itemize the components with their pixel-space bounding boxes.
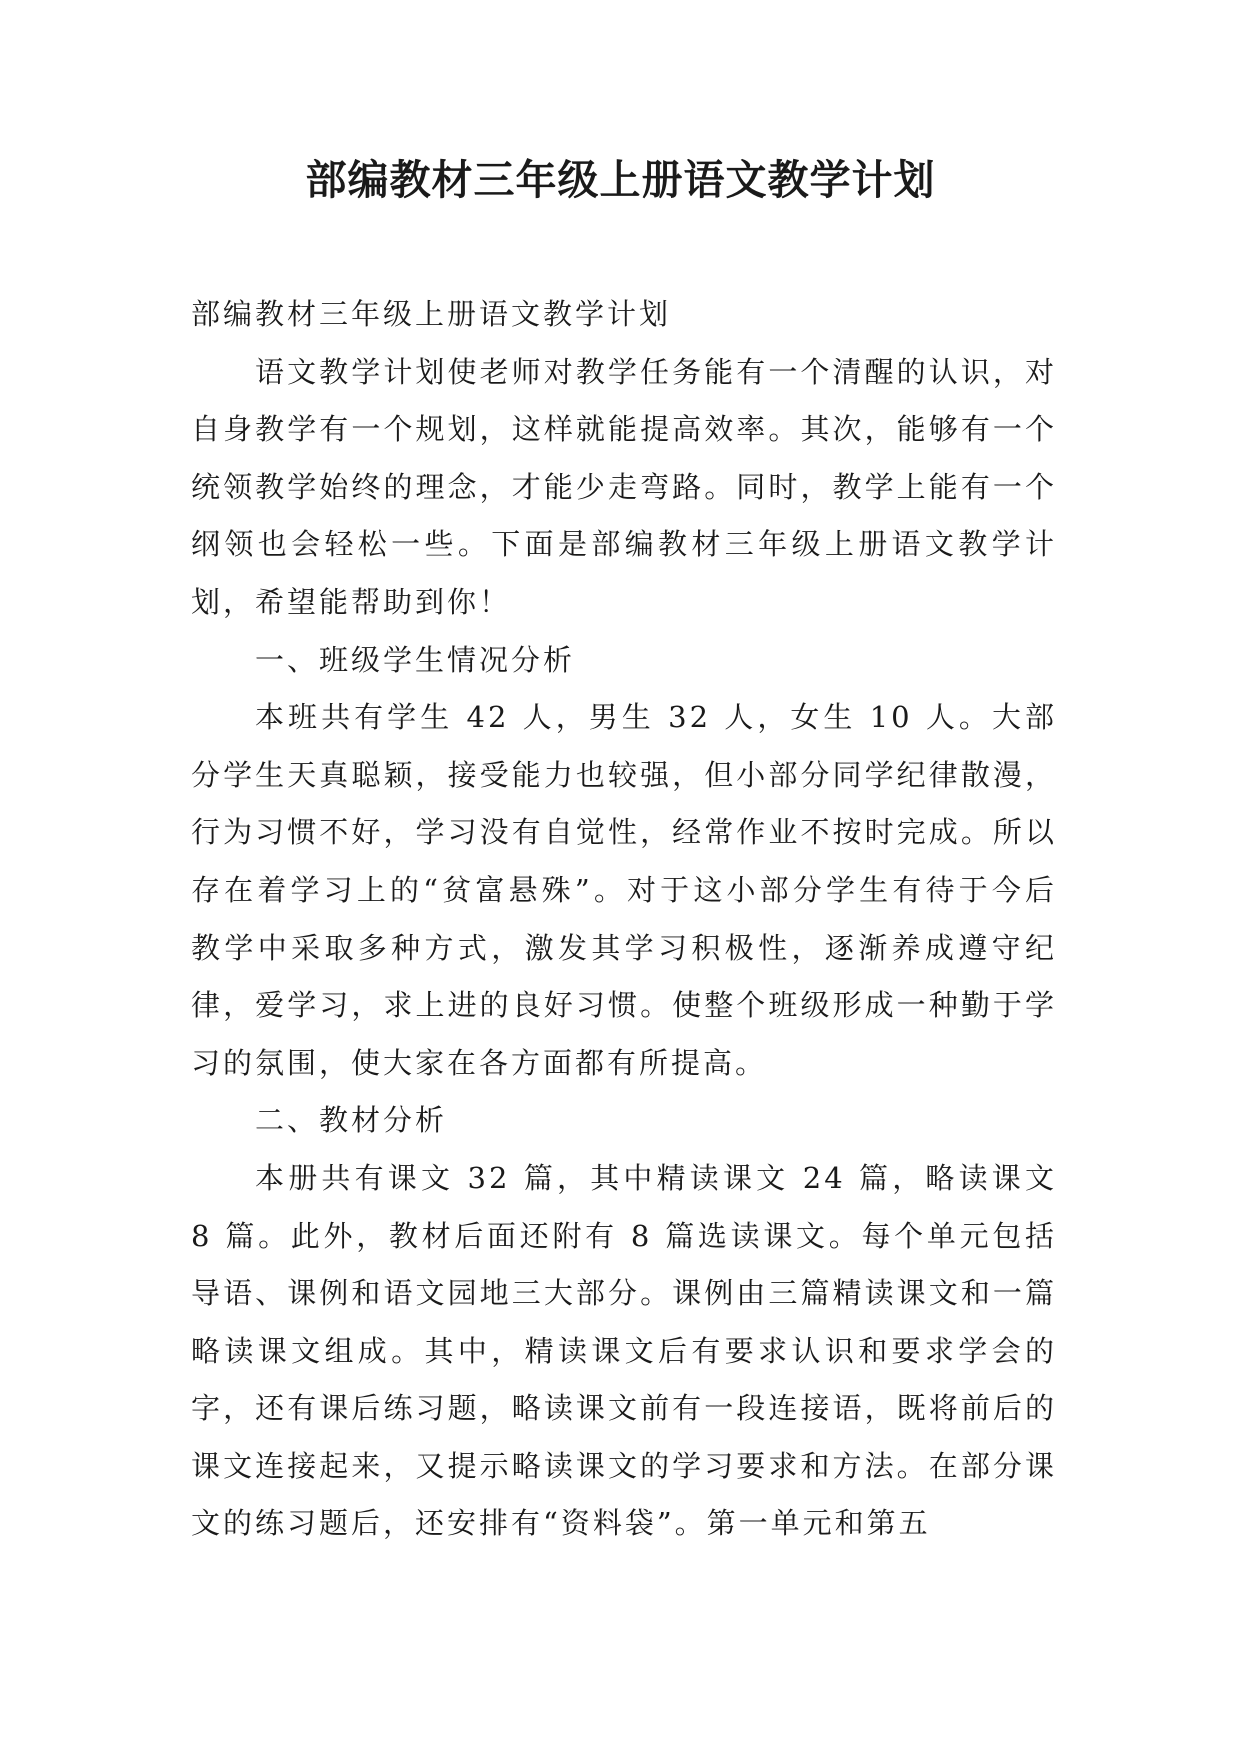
document-title: 部编教材三年级上册语文教学计划: [305, 156, 936, 204]
textbook-analysis-paragraph: 本册共有课文 32 篇，其中精读课文 24 篇，略读课文 8 篇。此外，教材后面还附有 8 篇选读课文。每个单元包括导语、课例和语文园地三大部分。课例由三篇精读课文和一篇略读课文组成。其中，精读课文后有要求认识和要求学会的字，还有课后练习题，略读课文前有一段连接语，既将前后的课文连接起来，又提示略读课文的学习要求和方法。在部分课文的练习题后，还安排有“资料袋”。第一单元和第五: [191, 1160, 1057, 1541]
subtitle-paragraph: 部编教材三年级上册语文教学计划: [191, 297, 672, 331]
section-heading-class-analysis: 一、班级学生情况分析: [255, 642, 576, 677]
class-analysis-paragraph: 本班共有学生 42 人，男生 32 人，女生 10 人。大部分学生天真聪颖，接受能力也较强，但小部分同学纪律散漫，行为习惯不好，学习没有自觉性，经常作业不按时完成。所以存在着学习上的“贫富悬殊”。对于这小部分学生有待于今后教学中采取多种方式，激发其学习积极性，逐渐养成遵守纪律，爱学习，求上进的良好习惯。使整个班级形成一种勤于学习的氛围，使大家在各方面都有所提高。: [191, 700, 1057, 1080]
section-heading-textbook-analysis: 二、教材分析: [255, 1103, 448, 1138]
document-body: [191, 286, 1057, 1553]
intro-paragraph: 语文教学计划使老师对教学任务能有一个清醒的认识，对自身教学有一个规划，这样就能提高效率。其次，能够有一个统领教学始终的理念，才能少走弯路。同时，教学上能有一个纲领也会轻松一些。下面是部编教材三年级上册语文教学计划，希望能帮助到你！: [191, 354, 1057, 619]
